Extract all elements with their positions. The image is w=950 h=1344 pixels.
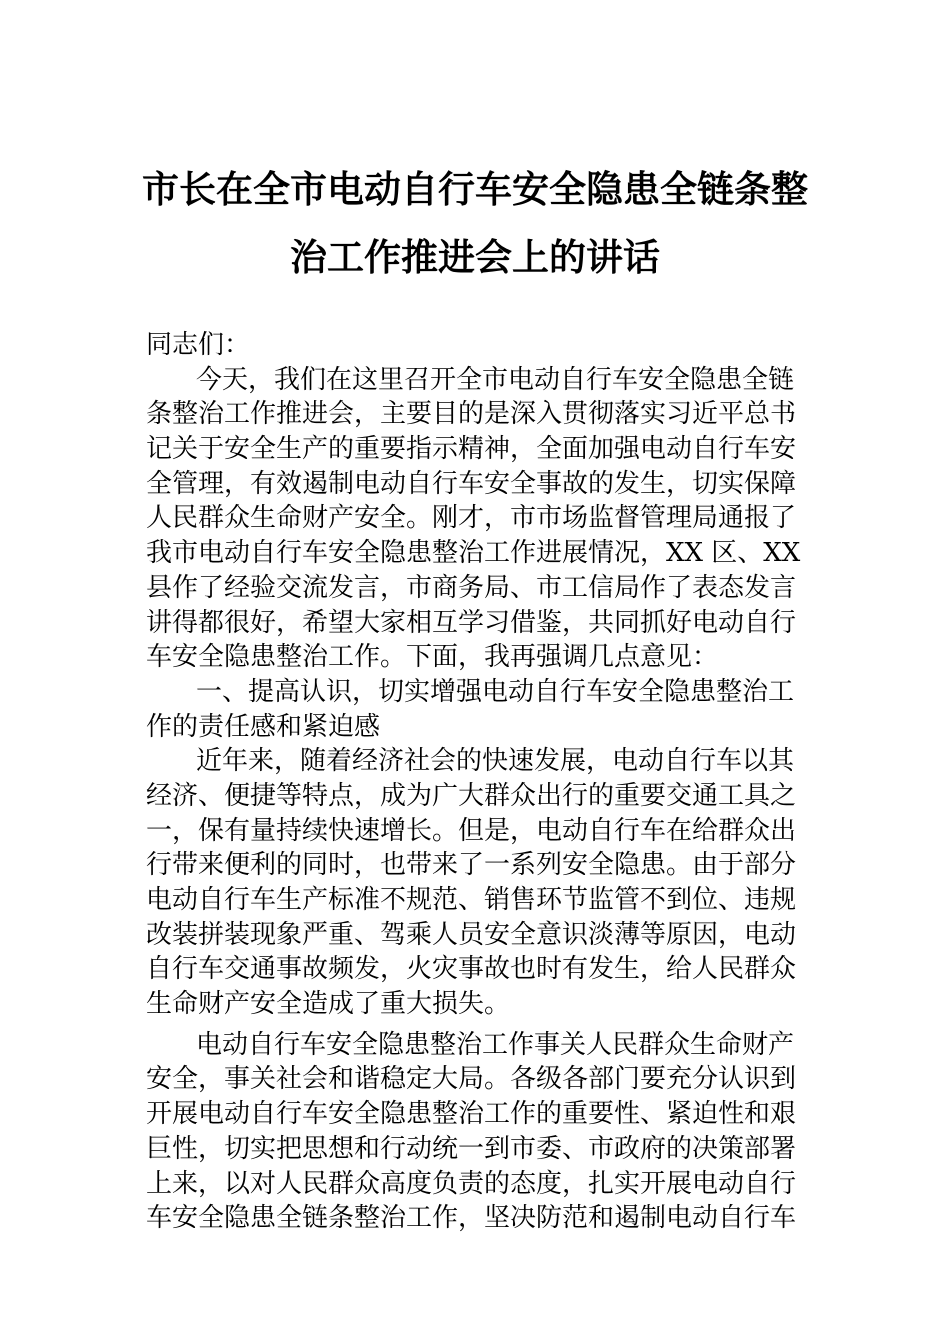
paragraph-line: 生命财产安全造成了重大损失。	[146, 989, 511, 1020]
document-title-line-1: 市长在全市电动自行车安全隐患全链条整	[142, 168, 808, 211]
paragraph-line: 开展电动自行车安全隐患整治工作的重要性、紧迫性和艰	[146, 1099, 797, 1130]
paragraph-line: 车安全隐患全链条整治工作，坚决防范和遏制电动自行车	[146, 1203, 797, 1234]
salutation: 同志们：	[146, 330, 251, 360]
section-heading-line: 作的责任感和紧迫感	[146, 711, 381, 742]
paragraph-line: 经济、便捷等特点，成为广大群众出行的重要交通工具之	[146, 780, 797, 811]
paragraph-line: 今天，我们在这里召开全市电动自行车安全隐患全链	[196, 364, 795, 395]
paragraph-line: 电动自行车安全隐患整治工作事关人民群众生命财产	[196, 1029, 795, 1060]
paragraph-line: 车安全隐患整治工作。下面，我再强调几点意见：	[146, 642, 719, 673]
paragraph-line: 上来，以对人民群众高度负责的态度，扎实开展电动自行	[146, 1168, 797, 1199]
paragraph-line: 行带来便利的同时，也带来了一系列安全隐患。由于部分	[146, 850, 797, 881]
paragraph-line: 电动自行车生产标准不规范、销售环节监管不到位、违规	[146, 885, 797, 915]
paragraph-line: 自行车交通事故频发，火灾事故也时有发生，给人民群众	[146, 954, 797, 985]
section-heading-line: 一、提高认识，切实增强电动自行车安全隐患整治工	[196, 676, 795, 707]
paragraph-line: 改装拼装现象严重、驾乘人员安全意识淡薄等原因，电动	[146, 919, 797, 950]
paragraph-line: 讲得都很好，希望大家相互学习借鉴，共同抓好电动自行	[146, 607, 797, 638]
paragraph-line: 巨性，切实把思想和行动统一到市委、市政府的决策部署	[146, 1133, 797, 1164]
paragraph-line: 人民群众生命财产安全。刚才，市市场监督管理局通报了	[146, 503, 797, 534]
paragraph-line: 记关于安全生产的重要指示精神，全面加强电动自行车安	[146, 434, 797, 465]
paragraph-line: 县作了经验交流发言，市商务局、市工信局作了表态发言	[146, 572, 797, 603]
paragraph-line: 条整治工作推进会，主要目的是深入贯彻落实习近平总书	[146, 399, 797, 430]
paragraph-line: 我市电动自行车安全隐患整治工作进展情况，XX 区、XX	[146, 538, 801, 569]
document-title-line-2: 治工作推进会上的讲话	[290, 236, 660, 279]
paragraph-line: 近年来，随着经济社会的快速发展，电动自行车以其	[196, 746, 795, 777]
paragraph-line: 全管理，有效遏制电动自行车安全事故的发生，切实保障	[146, 468, 797, 499]
paragraph-line: 安全，事关社会和谐稳定大局。各级各部门要充分认识到	[146, 1064, 797, 1095]
document-body	[146, 328, 816, 1236]
paragraph-line: 一，保有量持续快速增长。但是，电动自行车在给群众出	[146, 815, 797, 846]
